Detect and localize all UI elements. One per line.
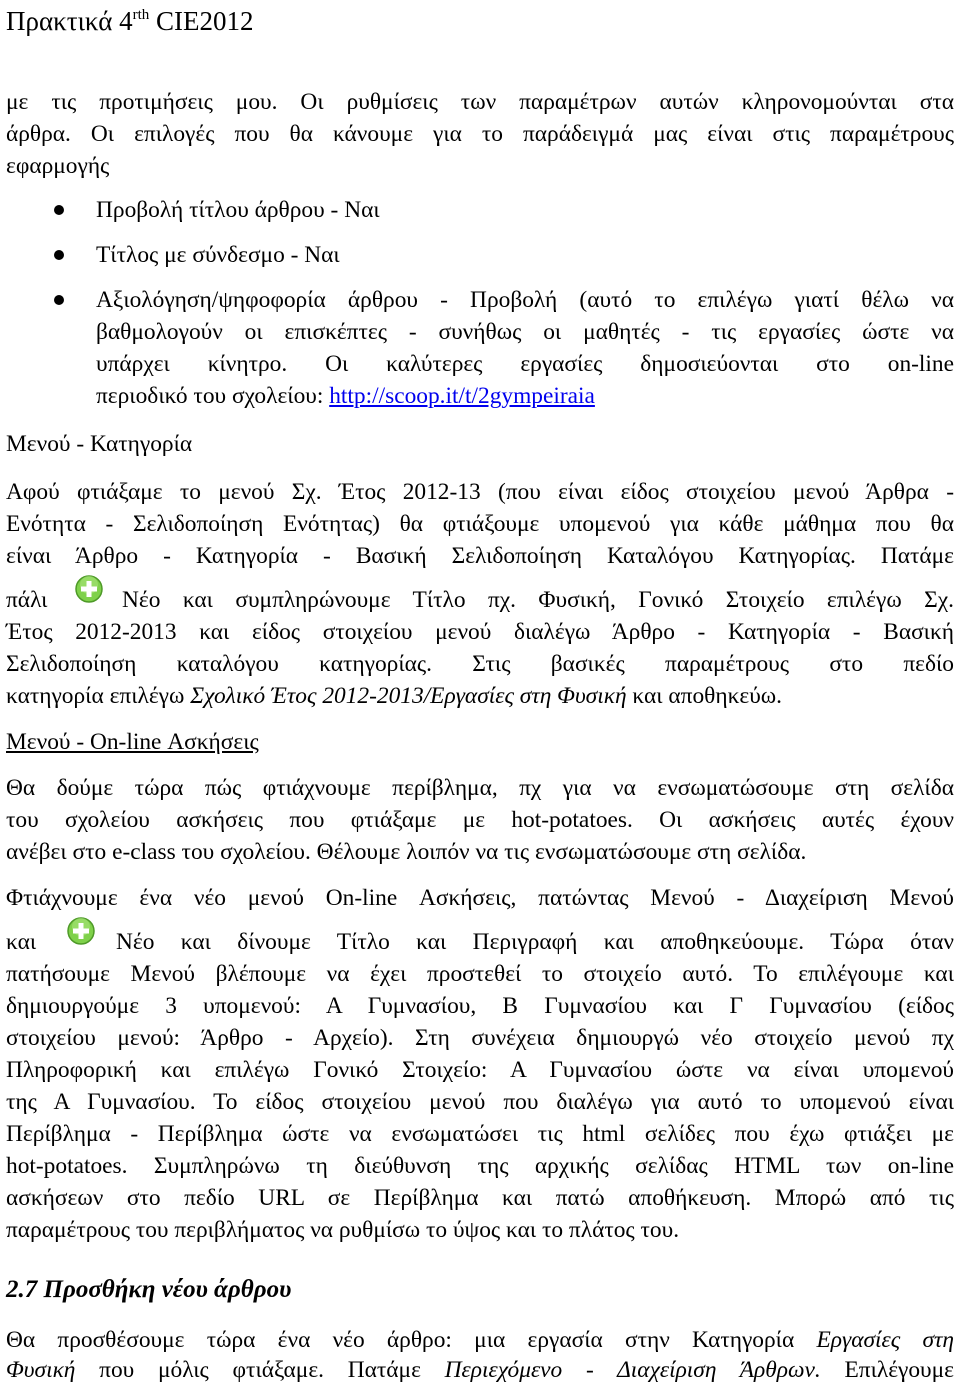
scoop-link[interactable]: http://scoop.it/t/2gympeiraia [329, 383, 595, 409]
paragraph-line: Νέο και δίνουμε Τίτλο και Περιγραφή και αποθηκεύουμε. Τώρα όταν [116, 929, 954, 955]
paragraph-line: Αφού φτιάξαμε το μενού Σχ. Έτος 2012-13 (που είναι είδος στοιχείου μενού Άρθρα - [6, 479, 954, 505]
bullet-icon [54, 250, 64, 260]
paragraph-line: πάλι [6, 587, 48, 613]
text-run: και αποθηκεύω. [626, 683, 783, 709]
header-superscript: rth [132, 7, 150, 23]
section-heading-row [6, 728, 954, 756]
bullet-item: Αξιολόγηση/ψηφοφορία άρθρου - Προβολή (αυτό το επιλέγω γιατί θέλω να [96, 287, 954, 313]
paragraph-line: της Α Γυμνασίου. Το είδος στοιχείου μενού που διαλέγω για αυτό το υπομενού είναι [6, 1089, 954, 1115]
paragraph-line: Θα δούμε τώρα πώς φτιάχνουμε περίβλημα, πχ για να ενσωματώσουμε στη σελίδα [6, 775, 954, 801]
paragraph-line: στοιχείου μενού: Άρθρο - Αρχείο). Στη συνέχεια δημιουργώ νέο στοιχείο μενού πχ [6, 1025, 954, 1051]
paragraph-line: είναι Άρθρο - Κατηγορία - Βασική Σελιδοποίηση Καταλόγου Κατηγορίας. Πατάμε [6, 543, 954, 569]
italic-text: Περιεχόμενο - Διαχείριση Άρθρων. [444, 1357, 821, 1383]
bullet-item-continuation [96, 382, 954, 410]
paragraph-line: παραμέτρους του περιβλήματος να ρυθμίσω το ύψος και το πλάτος του. [6, 1217, 680, 1243]
paragraph-line: πατήσουμε Μενού βλέπουμε να έχει προστεθεί το στοιχείο αυτό. Το επιλέγουμε και [6, 961, 954, 987]
header-title: Πρακτικά 4 [6, 6, 133, 36]
paragraph-line: Ενότητα - Σελιδοποίηση Ενότητας) θα φτιάξουμε υπομενού για κάθε μάθημα που θα [6, 511, 954, 537]
paragraph-line: εφαρμογής [6, 153, 110, 179]
italic-text: Φυσική [6, 1357, 76, 1383]
paragraph-line: του σχολείου ασκήσεις που φτιάξαμε με hot-potatoes. Οι ασκήσεις αυτές έχουν [6, 807, 954, 833]
paragraph-line: Νέο και συμπληρώνουμε Τίτλο πχ. Φυσική, Γονικό Στοιχείο επιλέγω Σχ. [122, 587, 954, 613]
section-heading: Μενού - On-line Ασκήσεις [6, 729, 259, 755]
section-heading: 2.7 Προσθήκη νέου άρθρου [6, 1276, 292, 1303]
text-run: Θα προσθέσουμε τώρα ένα νέο άρθρο: μια εργασία στην Κατηγορία [6, 1327, 817, 1353]
bullet-item: Προβολή τίτλου άρθρου - Ναι [96, 197, 380, 223]
text-run: που μόλις φτιάξαμε. Πατάμε [75, 1357, 445, 1383]
add-new-icon [74, 574, 104, 604]
text-run: Επιλέγουμε [820, 1357, 954, 1383]
text-run: κατηγορία επιλέγω [6, 683, 191, 709]
bullet-item: Τίτλος με σύνδεσμο - Ναι [96, 242, 340, 268]
paragraph-line [6, 1326, 954, 1354]
bullet-item-continuation: υπάρχει κίνητρο. Οι καλύτερες εργασίες δημοσιεύονται στο on-line [96, 351, 954, 377]
bullet-item-continuation: βαθμολογούν οι επισκέπτες - συνήθως οι μαθητές - τις εργασίες ώστε να [96, 319, 954, 345]
paragraph-line: δημιουργούμε 3 υπομενού: Α Γυμνασίου, Β Γυμνασίου και Γ Γυμνασίου (είδος [6, 993, 954, 1019]
paragraph-line: Φτιάχνουμε ένα νέο μενού On-line Ασκήσεις, πατώντας Μενού - Διαχείριση Μενού [6, 885, 954, 911]
paragraph-line: ασκήσεων στο πεδίο URL σε Περίβλημα και πατώ αποθήκευση. Μπορώ από τις [6, 1185, 954, 1211]
paragraph-line: Έτος 2012-2013 και είδος στοιχείου μενού διαλέγω Άρθρο - Κατηγορία - Βασική [6, 619, 954, 645]
italic-category-path: Σχολικό Έτος 2012-2013/Εργασίες στη Φυσική [190, 683, 627, 709]
page-header [6, 4, 954, 38]
bullet-icon [54, 205, 64, 215]
paragraph-line: άρθρα. Οι επιλογές που θα κάνουμε για το παράδειγμά μας είναι στις παραμέτρους [6, 121, 954, 147]
add-new-icon [66, 916, 96, 946]
paragraph-line: Περίβλημα - Περίβλημα ώστε να ενσωματώσει τις html σελίδες που έχω φτιάξει με [6, 1121, 954, 1147]
paragraph-line: hot-potatoes. Συμπληρώνω τη διεύθυνση της αρχικής σελίδας HTML των on-line [6, 1153, 954, 1179]
paragraph-line: και [6, 929, 37, 955]
header-title-suffix: CIE2012 [149, 6, 254, 36]
paragraph-line: ανέβει στο e-class του σχολείου. Θέλουμε λοιπόν να τις ενσωματώσουμε στη σελίδα. [6, 839, 807, 865]
paragraph-line [6, 1356, 954, 1384]
section-heading: Μενού - Κατηγορία [6, 431, 193, 457]
paragraph-line [6, 682, 954, 710]
bullet-text: περιοδικό του σχολείου: [96, 383, 330, 409]
italic-text: Εργασίες στη [816, 1327, 954, 1353]
paragraph-line: Σελιδοποίηση καταλόγου κατηγορίας. Στις βασικές παραμέτρους στο πεδίο [6, 651, 954, 677]
paragraph-line: με τις προτιμήσεις μου. Οι ρυθμίσεις των παραμέτρων αυτών κληρονομούνται στα [6, 89, 954, 115]
bullet-icon [54, 295, 64, 305]
paragraph-line: Πληροφορική και επιλέγω Γονικό Στοιχείο: Α Γυμνασίου ώστε να είναι υπομενού [6, 1057, 954, 1083]
